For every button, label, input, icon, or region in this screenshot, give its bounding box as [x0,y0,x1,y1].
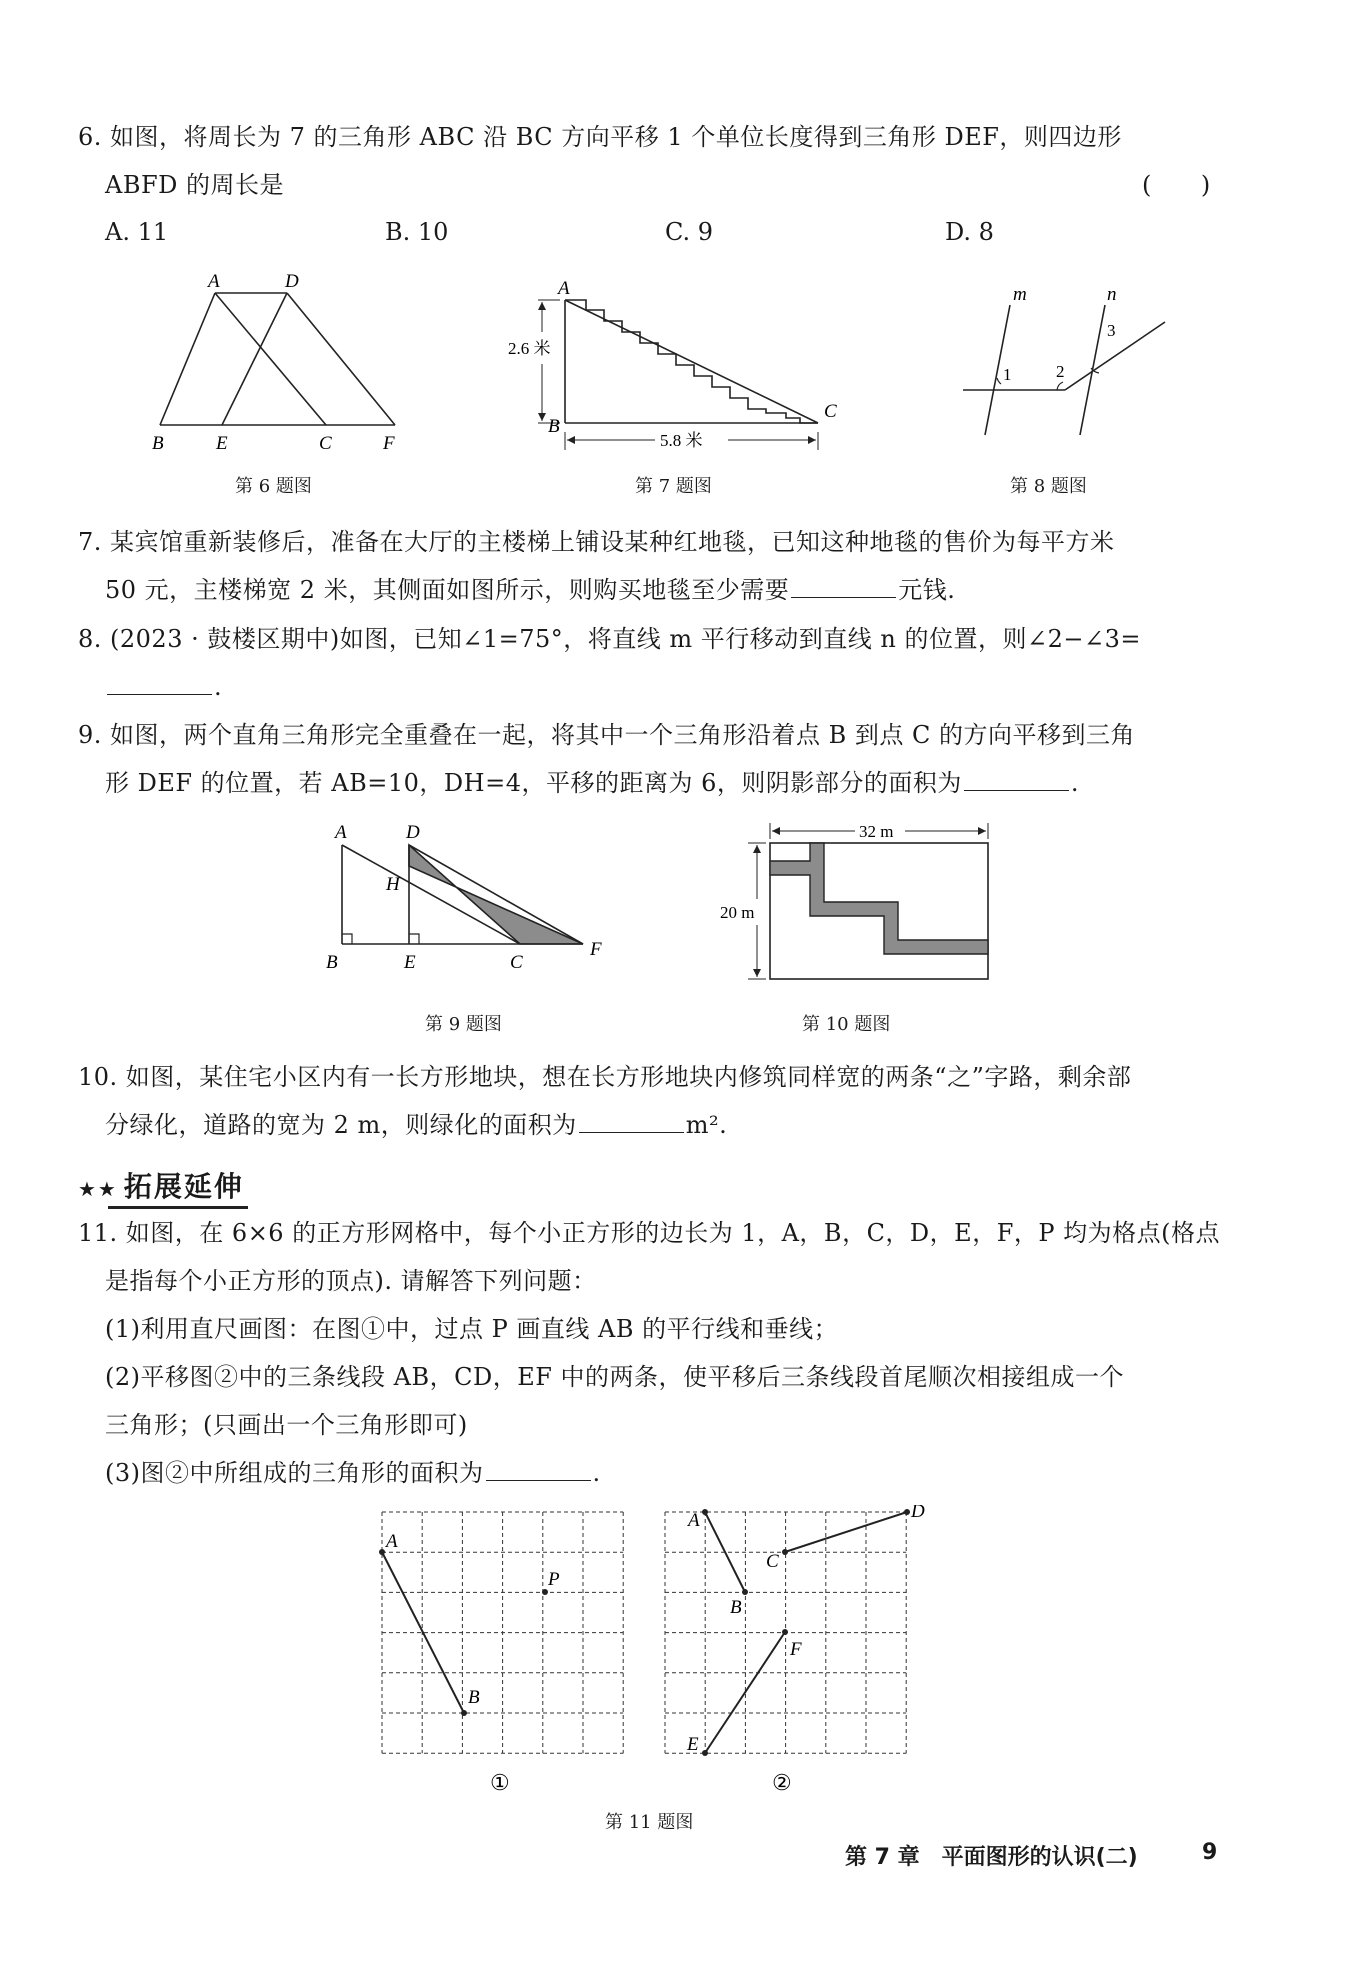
page-number: 9 [1202,1840,1218,1865]
grid-1 [382,1512,623,1753]
fig9-label-e: E [404,952,416,973]
figure-11 [360,1505,980,1825]
q9-line2-end: . [1070,769,1080,797]
grid2-label-e: E [687,1734,699,1755]
q6-line2: ABFD 的周长是 [105,171,284,199]
fig9-label-a: A [335,822,347,843]
fig7-label-c: C [824,401,837,422]
q7-line2 [105,573,955,607]
fig8-label-angle3: 3 [1107,321,1116,340]
figure-8 [935,280,1195,455]
figure-6 [140,265,420,455]
q10-line2 [105,1108,727,1142]
fig7-label-a: A [558,278,570,299]
q8-line2 [105,670,222,704]
fig6-label-e: E [216,433,228,454]
fig6-label-a: A [208,271,220,292]
grid1-segment-ab [382,1552,464,1713]
fig7-width-label: 5.8 米 [660,431,703,450]
q7-answer-blank[interactable] [791,577,896,598]
q10-line2-end: m². [685,1111,728,1139]
section-header [78,1165,244,1205]
fig8-label-angle2: 2 [1056,362,1065,381]
fig9-label-h: H [386,874,400,895]
grid1-sub-label: ① [490,1770,510,1795]
section-title: 拓展延伸 [123,1170,244,1203]
fig7-caption: 第 7 题图 [635,476,712,497]
q8-answer-blank[interactable] [107,674,212,695]
grid1-label-p: P [548,1569,560,1590]
fig9-label-b: B [326,952,338,973]
q8-line2-end: . [214,673,223,701]
q6-option-b: B. 10 [385,218,449,246]
q9-line2 [105,766,1079,800]
q9-line2-text: 形 DEF 的位置，若 AB=10，DH=4，平移的距离为 6，则阴影部分的面积为 [105,769,962,797]
section-star-icon: ★★ [78,1177,118,1201]
grid1-point-b [461,1710,467,1716]
fig8-label-n: n [1107,284,1117,305]
q7-line2-end: 元钱. [898,576,956,604]
q10-line1: 10. 如图，某住宅小区内有一长方形地块，想在长方形地块内修筑同样宽的两条“之”字路，剩余部 [78,1063,1132,1091]
q10-line2-text: 分绿化，道路的宽为 2 m，则绿化的面积为 [105,1111,577,1139]
page-footer-chapter: 第 7 章 平面图形的认识(二) [845,1845,1138,1870]
q11-part3 [105,1456,601,1490]
fig7-label-b: B [548,416,560,437]
figure-9 [320,820,620,980]
grid2-segment-ef [705,1632,785,1753]
fig6-label-f: F [383,433,395,454]
q9-line1: 9. 如图，两个直角三角形完全重叠在一起，将其中一个三角形沿着点 B 到点 C 的方向平移到三角 [78,721,1136,749]
grid1-label-a: A [386,1531,398,1552]
grid2-label-c: C [766,1551,779,1572]
fig11-caption: 第 11 题图 [605,1812,694,1833]
q11-line2: 是指每个小正方形的顶点). 请解答下列问题： [105,1267,597,1295]
q11-part2-line2: 三角形；(只画出一个三角形即可) [105,1411,468,1439]
q10-answer-blank[interactable] [579,1112,684,1133]
q11-answer-blank[interactable] [486,1460,591,1481]
q6-line1: 6. 如图，将周长为 7 的三角形 ABC 沿 BC 方向平移 1 个单位长度得到三角形 DEF，则四边形 [78,123,1122,151]
fig8-caption: 第 8 题图 [1010,476,1087,497]
fig6-label-d: D [285,271,299,292]
q7-line2-text: 50 元，主楼梯宽 2 米，其侧面如图所示，则购买地毯至少需要 [105,576,790,604]
grid2-segment-cd [785,1512,907,1552]
fig10-height-label: 20 m [720,903,755,922]
fig9-label-f: F [590,939,602,960]
grid2-label-d: D [911,1505,925,1522]
fig8-label-angle1: 1 [1003,365,1012,384]
q8-line1: 8. (2023 · 鼓楼区期中)如图，已知∠1=75°，将直线 m 平行移动到直线 n 的位置，则∠2−∠3= [78,625,1141,653]
fig9-label-c: C [510,952,523,973]
fig7-height-label: 2.6 米 [508,339,551,358]
fig10-caption: 第 10 题图 [802,1014,891,1035]
grid2-sub-label: ② [772,1770,792,1795]
q11-part3-text: (3)图②中所组成的三角形的面积为 [105,1459,484,1487]
fig10-width-label: 32 m [859,822,894,841]
q9-answer-blank[interactable] [964,770,1069,791]
fig8-label-m: m [1013,284,1027,305]
fig6-label-c: C [319,433,332,454]
q7-line1: 7. 某宾馆重新装修后，准备在大厅的主楼梯上铺设某种红地毯，已知这种地毯的售价为每平方米 [78,528,1115,556]
q6-answer-paren: ( ) [1142,171,1211,199]
grid2-label-f: F [790,1639,802,1660]
figure-10 [715,815,1000,985]
fig6-label-b: B [152,433,164,454]
q6-option-c: C. 9 [665,218,714,246]
grid2-label-b: B [730,1597,742,1618]
q6-option-d: D. 8 [945,218,994,246]
fig9-label-d: D [406,822,420,843]
grid1-point-a [379,1549,385,1555]
q11-part2-line1: (2)平移图②中的三条线段 AB，CD，EF 中的两条，使平移后三条线段首尾顺次相接组成一个 [105,1363,1124,1391]
figure-7 [500,272,850,452]
fig6-caption: 第 6 题图 [235,476,312,497]
q11-part3-end: . [592,1459,601,1487]
q6-option-a: A. 11 [105,218,169,246]
q11-line1: 11. 如图，在 6×6 的正方形网格中，每个小正方形的边长为 1，A，B，C，D，E，F，P 均为格点(格点 [78,1219,1220,1247]
grid2-label-a: A [688,1510,700,1531]
fig9-caption: 第 9 题图 [425,1014,502,1035]
grid1-label-b: B [468,1687,480,1708]
q11-part1: (1)利用直尺画图：在图①中，过点 P 画直线 AB 的平行线和垂线； [105,1315,839,1343]
